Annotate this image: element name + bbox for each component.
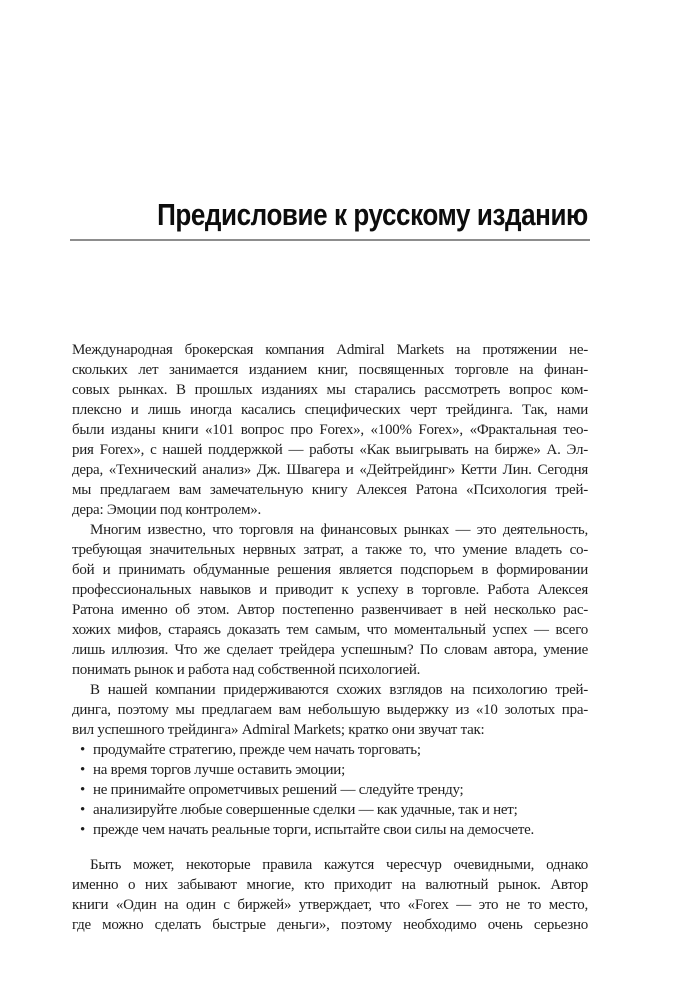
text-line: хожих мифов, стараясь доказать тем самым, что моментальный успех — всего <box>72 622 588 638</box>
list-item-text: на время торгов лучше оставить эмоции; <box>93 762 346 778</box>
list-item <box>72 740 588 760</box>
list-item-text: анализируйте любые совершенные сделки — как удачные, так и нет; <box>93 802 518 818</box>
bullet-icon: • <box>80 782 86 798</box>
bullet-list <box>72 740 588 840</box>
bullet-icon: • <box>80 742 86 758</box>
chapter-header <box>72 198 588 241</box>
text-line: скольких лет занимается изданием книг, посвященных торговле на финан- <box>72 362 588 378</box>
text-line: мы предлагаем вам замечательную книгу Алексея Ратона «Психология трей- <box>72 482 588 498</box>
text-line: совых рынках. В прошлых изданиях мы старались рассмотреть вопрос ком- <box>72 382 588 398</box>
text-line: рия Forex», с нашей поддержкой — работы «Как выигрывать на бирже» А. Эл- <box>72 442 588 458</box>
text-line: бой и принимать обдуманные решения является подспорьем в формировании <box>72 562 588 578</box>
list-item <box>72 800 588 820</box>
paragraph <box>72 680 588 740</box>
chapter-title-text: Предисловие к русскому изданию <box>157 197 588 232</box>
text-line: дера: Эмоции под контролем». <box>72 502 262 518</box>
list-item-text: продумайте стратегию, прежде чем начать торговать; <box>93 742 421 758</box>
header-rule <box>70 239 590 241</box>
text-line: Многим известно, что торговля на финансовых рынках — это деятельность, <box>90 522 588 538</box>
text-line: требующая значительных нервных затрат, а также то, что умение владеть со- <box>72 542 588 558</box>
list-item <box>72 760 588 780</box>
list-item-text: прежде чем начать реальные торги, испытайте свои силы на демосчете. <box>93 822 535 838</box>
text-line: плексно и лишь иногда касались специфических черт трейдинга. Так, нами <box>72 402 588 418</box>
text-line: Международная брокерская компания Admiral Markets на протяжении не- <box>72 342 588 358</box>
list-item <box>72 820 588 840</box>
text-line: профессиональных навыков и приводит к успеху в торговле. Работа Алексея <box>72 582 588 598</box>
text-line: понимать рынок и работа над собственной психологией. <box>72 662 421 678</box>
text-line: дера, «Технический анализ» Дж. Швагера и «Дейтрейдинг» Кетти Лин. Сегодня <box>72 462 588 478</box>
text-line: Ратона именно об этом. Автор постепенно развенчивает в ней несколько рас- <box>72 602 588 618</box>
bullet-icon: • <box>80 762 86 778</box>
text-line: именно о них забывают многие, кто приходит на валютный рынок. Автор <box>72 877 588 893</box>
list-item <box>72 780 588 800</box>
text-line: были изданы книги «101 вопрос про Forex», «100% Forex», «Фрактальная тео- <box>72 422 588 438</box>
list-item-text: не принимайте опрометчивых решений — следуйте тренду; <box>93 782 464 798</box>
text-line: В нашей компании придерживаются схожих взглядов на психологию трей- <box>90 682 588 698</box>
bullet-icon: • <box>80 822 86 838</box>
text-line: динга, поэтому мы предлагаем вам небольшую выдержку из «10 золотых пра- <box>72 702 588 718</box>
text-line: где можно сделать быстрые деньги», поэтому необходимо очень серьезно <box>72 917 588 933</box>
page-content <box>72 0 588 935</box>
paragraph <box>72 340 588 520</box>
text-line: лишь иллюзия. Что же сделает трейдера успешным? По словам автора, умение <box>72 642 588 658</box>
bullet-icon: • <box>80 802 86 818</box>
paragraph <box>72 855 588 935</box>
text-line: книги «Один на один с биржей» утверждает, что «Forex — это не то место, <box>72 897 588 913</box>
paragraph <box>72 520 588 680</box>
text-line: вил успешного трейдинга» Admiral Markets; кратко они звучат так: <box>72 722 485 738</box>
text-line: Быть может, некоторые правила кажутся чересчур очевидными, однако <box>90 857 588 873</box>
chapter-title <box>72 198 588 232</box>
body-text <box>72 340 588 935</box>
